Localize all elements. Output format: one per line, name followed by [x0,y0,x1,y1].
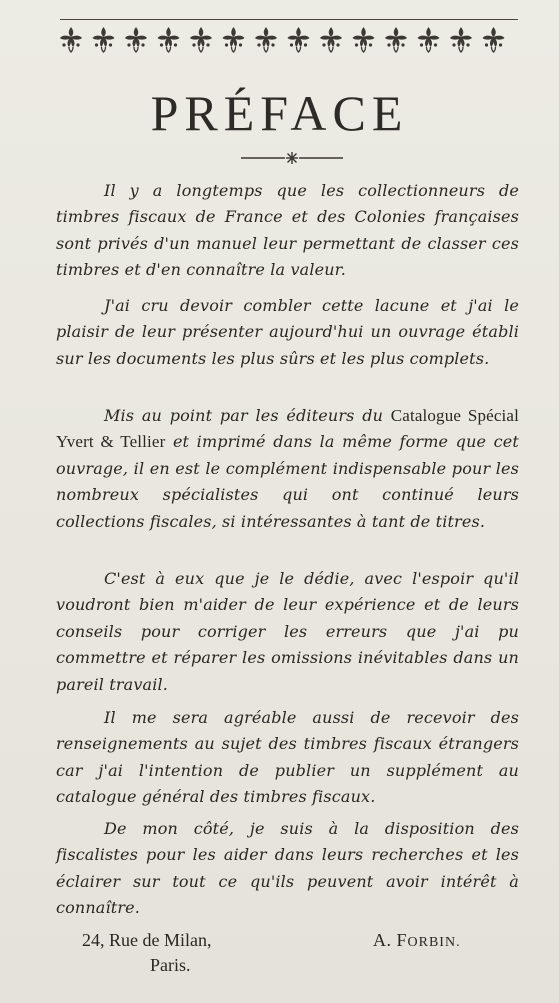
preface-paragraph [56,403,519,535]
address-city: Paris. [150,955,191,975]
signature-name: FORBIN. [396,930,461,950]
preface-paragraph [56,816,519,922]
fleuron-border-icon [58,24,520,54]
signature [373,930,461,951]
paragraph-text: Il y a longtemps que les collectionneurs de timbres fiscaux de France et des Colonies françaises sont privés d'un manuel leur permettant de classer ces timbres et d'en connaître la valeur. [56,181,519,280]
preface-paragraph [56,705,519,811]
star-rule-icon [241,150,343,166]
paragraph-text: De mon côté, je suis à la disposition des fiscalistes pour les aider dans leurs recherches et les éclairer sur tout ce qu'ils peuvent avoir intérêt à connaître. [56,819,519,918]
signature-initial: A. [373,930,392,950]
paragraph-text: et imprimé dans la même forme que cet ouvrage, il en est le complément indispensable pour les nombreux spécialistes qui ont continué leurs collections fiscales, si intéressantes à tant de titres. [56,432,519,531]
preface-paragraph [56,178,519,284]
page-title: PRÉFACE [150,85,409,141]
preface-paragraph [56,566,519,698]
paragraph-text: C'est à eux que je le dédie, avec l'espoir qu'il voudront bien m'aider de leur expérience et de leurs conseils pour corriger les erreurs que j'ai pu commettre et réparer les omissions inévitables dans un pareil travail. [56,569,519,694]
catalogue-title: Catalogue Spécial Yvert & Tellier [56,406,519,452]
top-rule [60,19,518,20]
paragraph-text: Mis au point par les éditeurs du [104,406,391,425]
address-street: 24, Rue de Milan, [82,930,212,950]
paragraph-text: Il me sera agréable aussi de recevoir des renseignements au sujet des timbres fiscaux étrangers car j'ai l'intention de publier un supplément au catalogue général des timbres fiscaux. [56,708,519,807]
preface-paragraph [56,293,519,372]
paragraph-text: J'ai cru devoir combler cette lacune et j'ai le plaisir de leur présenter aujourd'hui un ouvrage établi sur les documents les plus sûrs et les plus complets. [56,296,519,368]
